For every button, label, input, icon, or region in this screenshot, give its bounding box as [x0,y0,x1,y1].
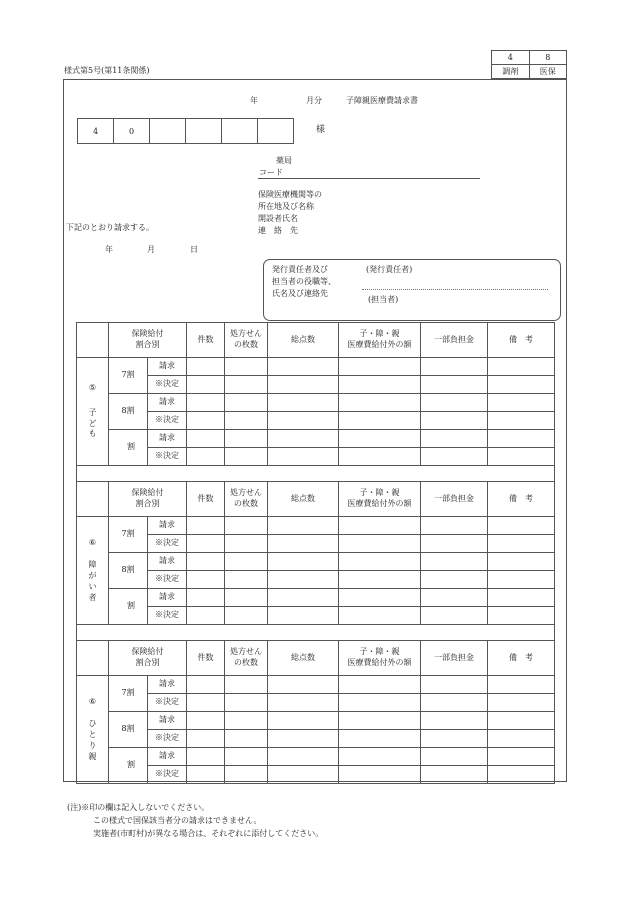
rate-cell: 割 [109,430,148,466]
row-decision: ※決定 [148,376,187,394]
row-decision: ※決定 [148,448,187,466]
issuer-divider [362,289,548,290]
rate-cell: 割 [109,748,148,784]
row-decision: ※決定 [148,412,187,430]
section-label-disabled: ⑥ 障 が い 者 [77,517,109,625]
header-outside-amount: 子・障・親 医療費給付外の額 [339,323,421,358]
header-kind: 保険給付 割合別 [109,323,187,358]
title-month: 月分 [306,96,322,105]
category-code-2: 8 [529,51,567,65]
date-year: 年 [105,245,113,254]
section-separator [77,625,555,641]
form-reference: 様式第5号(第11条関係) [64,66,150,75]
rate-cell: 7割 [109,517,148,553]
sama-label: 様 [316,125,326,135]
pharmacy-code-underline [258,178,480,179]
category-label-1: 調剤 [492,65,530,79]
row-request: 請求 [148,358,187,376]
row-request: 請求 [148,517,187,535]
header-count: 件数 [187,323,225,358]
rate-cell: 8割 [109,553,148,589]
category-label-2: 医保 [529,65,567,79]
rate-cell: 割 [109,589,148,625]
pharmacy-code-label: コード [259,168,283,177]
table-header-row [77,482,555,517]
code-cell[interactable]: 4 [78,119,114,144]
institution-label-2: 所在地及び名称 [258,202,314,211]
code-cell[interactable] [150,119,186,144]
category-box [491,50,567,79]
row-request: 請求 [148,748,187,766]
note-2: この様式で国保該当者分の請求はできません。 [93,816,262,825]
notes [67,801,324,840]
note-3: 実施者(市町村)が異なる場合は、それぞれに添付してください。 [93,829,324,838]
code-cell[interactable] [222,119,258,144]
rate-cell: 7割 [109,676,148,712]
header-copay: 一部負担金 [421,641,488,676]
header-prescriptions: 処方せん の枚数 [225,482,268,517]
row-request: 請求 [148,394,187,412]
pharmacy-label: 薬局 [276,156,292,165]
header-kind: 保険給付 割合別 [109,641,187,676]
note-1: (注)※印の欄は記入しないでください。 [67,803,210,812]
row-request: 請求 [148,676,187,694]
header-total-points: 総点数 [268,641,339,676]
header-copay: 一部負担金 [421,323,488,358]
header-outside-amount: 子・障・親 医療費給付外の額 [339,482,421,517]
row-request: 請求 [148,589,187,607]
header-remarks: 備 考 [488,323,555,358]
header-outside-amount: 子・障・親 医療費給付外の額 [339,641,421,676]
rate-cell: 8割 [109,712,148,748]
institution-label-4: 連 絡 先 [258,226,298,235]
person-label: (担当者) [368,295,399,304]
row-request: 請求 [148,430,187,448]
row-decision: ※決定 [148,694,187,712]
code-cell[interactable] [258,119,294,144]
header-copay: 一部負担金 [421,482,488,517]
row-request: 請求 [148,553,187,571]
form-title: 子障親医療費請求書 [346,96,418,105]
header-count: 件数 [187,641,225,676]
table-header-row [77,323,555,358]
header-blank [77,641,109,676]
title-year: 年 [250,96,258,105]
code-cell[interactable]: 0 [114,119,150,144]
section-label-children: ⑤ 子 ど も [77,358,109,466]
date-month: 月 [147,245,155,254]
header-prescriptions: 処方せん の枚数 [225,641,268,676]
date-day: 日 [190,245,198,254]
header-remarks: 備 考 [488,482,555,517]
rate-cell: 8割 [109,394,148,430]
responsible-label: (発行責任者) [366,265,413,274]
code-cell[interactable] [186,119,222,144]
section-label-single-parent: ⑥ ひ と り 親 [77,676,109,784]
header-count: 件数 [187,482,225,517]
table-header-row [77,641,555,676]
request-text: 下記のとおり請求する。 [66,223,154,232]
header-kind: 保険給付 割合別 [109,482,187,517]
row-decision: ※決定 [148,535,187,553]
header-total-points: 総点数 [268,482,339,517]
header-total-points: 総点数 [268,323,339,358]
category-code-1: 4 [492,51,530,65]
institution-label-3: 開設者氏名 [258,214,298,223]
row-decision: ※決定 [148,607,187,625]
row-decision: ※決定 [148,766,187,784]
issuer-label-3: 氏名及び連絡先 [272,289,328,298]
rate-cell: 7割 [109,358,148,394]
row-decision: ※決定 [148,730,187,748]
header-blank [77,482,109,517]
row-decision: ※決定 [148,571,187,589]
header-blank [77,323,109,358]
claim-table [76,322,555,784]
insurer-code-boxes [77,118,294,144]
header-prescriptions: 処方せん の枚数 [225,323,268,358]
section-separator [77,466,555,482]
header-remarks: 備 考 [488,641,555,676]
issuer-label-2: 担当者の役職等、 [272,277,336,286]
row-request: 請求 [148,712,187,730]
institution-label-1: 保険医療機関等の [258,190,322,199]
issuer-label-1: 発行責任者及び [272,265,328,274]
